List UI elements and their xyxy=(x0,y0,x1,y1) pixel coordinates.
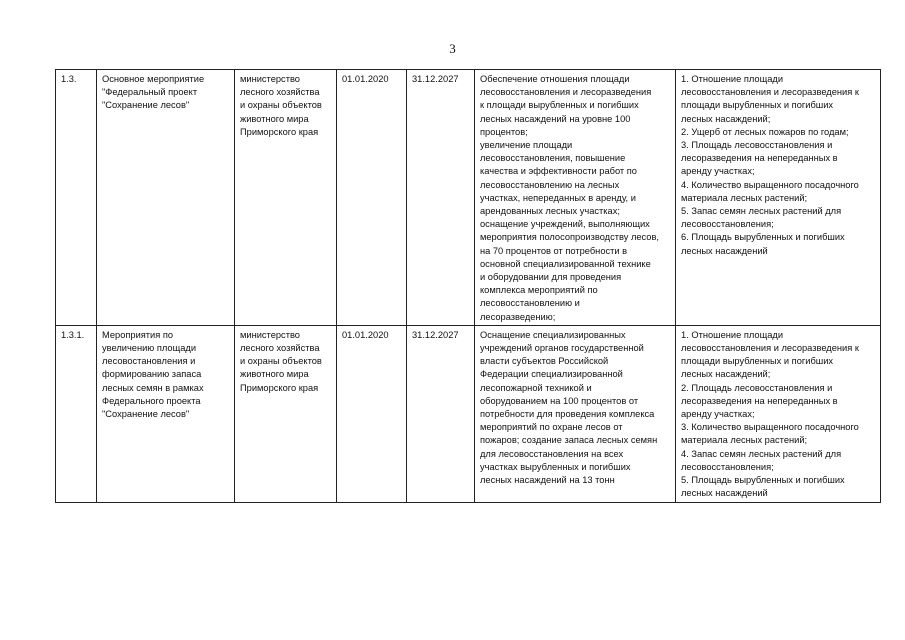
indicators: 1. Отношение площади лесовосстановления и лесоразведения к площади вырубленных и погибших лесных насаждений; 2. Площадь лесовосстановления и лесоразведения на непереданных в аренду участках; 3. Количество выращенного посадочного материала лесных растений; 4. Запас семян лесных растений для лесовосстановления; 5. Площадь вырубленных и погибших лесных насаждений xyxy=(676,325,881,502)
row-number: 1.3. xyxy=(56,70,97,326)
expected-result: Обеспечение отношения площади лесовосстановления и лесоразведения к площади вырубленных и погибших лесных насаждений на уровне 100 процентов; увеличение площади лесовосстановления, повышение качества и эффективности работ по лесовосстановлению на лесных участках, непереданных в аренду, и арендованных лесных участках; оснащение учреждений, выполняющих мероприятия полосопроизводству лесов, на 70 процентов от потребности в основной специализированной технике и оборудовании для проведения комплекса мероприятий по лесовосстановлению и лесоразведению; xyxy=(475,70,676,326)
measure-name: Мероприятия по увеличению площади лесовостановления и формированию запаса лесных семян в рамках Федерального проекта "Сохранение лесов" xyxy=(97,325,235,502)
end-date: 31.12.2027 xyxy=(407,325,475,502)
start-date: 01.01.2020 xyxy=(337,325,407,502)
end-date: 31.12.2027 xyxy=(407,70,475,326)
table-row xyxy=(56,70,881,326)
page-number: 3 xyxy=(449,41,456,56)
expected-result: Оснащение специализированных учреждений органов государственной власти субъектов Российской Федерации специализированной лесопожарной техникой и оборудованием на 100 процентов от потребности для проведения комплекса мероприятий по охране лесов от пожаров; создание запаса лесных семян для лесовосстановления на всех участках вырубленных и погибших лесных насаждений на 13 тонн xyxy=(475,325,676,502)
row-number: 1.3.1. xyxy=(56,325,97,502)
executor: министерство лесного хозяйства и охраны объектов животного мира Приморского края xyxy=(235,325,337,502)
table-row xyxy=(56,325,881,502)
program-table xyxy=(55,69,881,503)
indicators: 1. Отношение площади лесовосстановления и лесоразведения к площади вырубленных и погибших лесных насаждений; 2. Ущерб от лесных пожаров по годам; 3. Площадь лесовосстановления и лесоразведения на непереданных в аренду участках; 4. Количество выращенного посадочного материала лесных растений; 5. Запас семян лесных растений для лесовосстановления; 6. Площадь вырубленных и погибших лесных насаждений xyxy=(676,70,881,326)
start-date: 01.01.2020 xyxy=(337,70,407,326)
executor: министерство лесного хозяйства и охраны объектов животного мира Приморского края xyxy=(235,70,337,326)
measure-name: Основное мероприятие "Федеральный проект "Сохранение лесов" xyxy=(97,70,235,326)
